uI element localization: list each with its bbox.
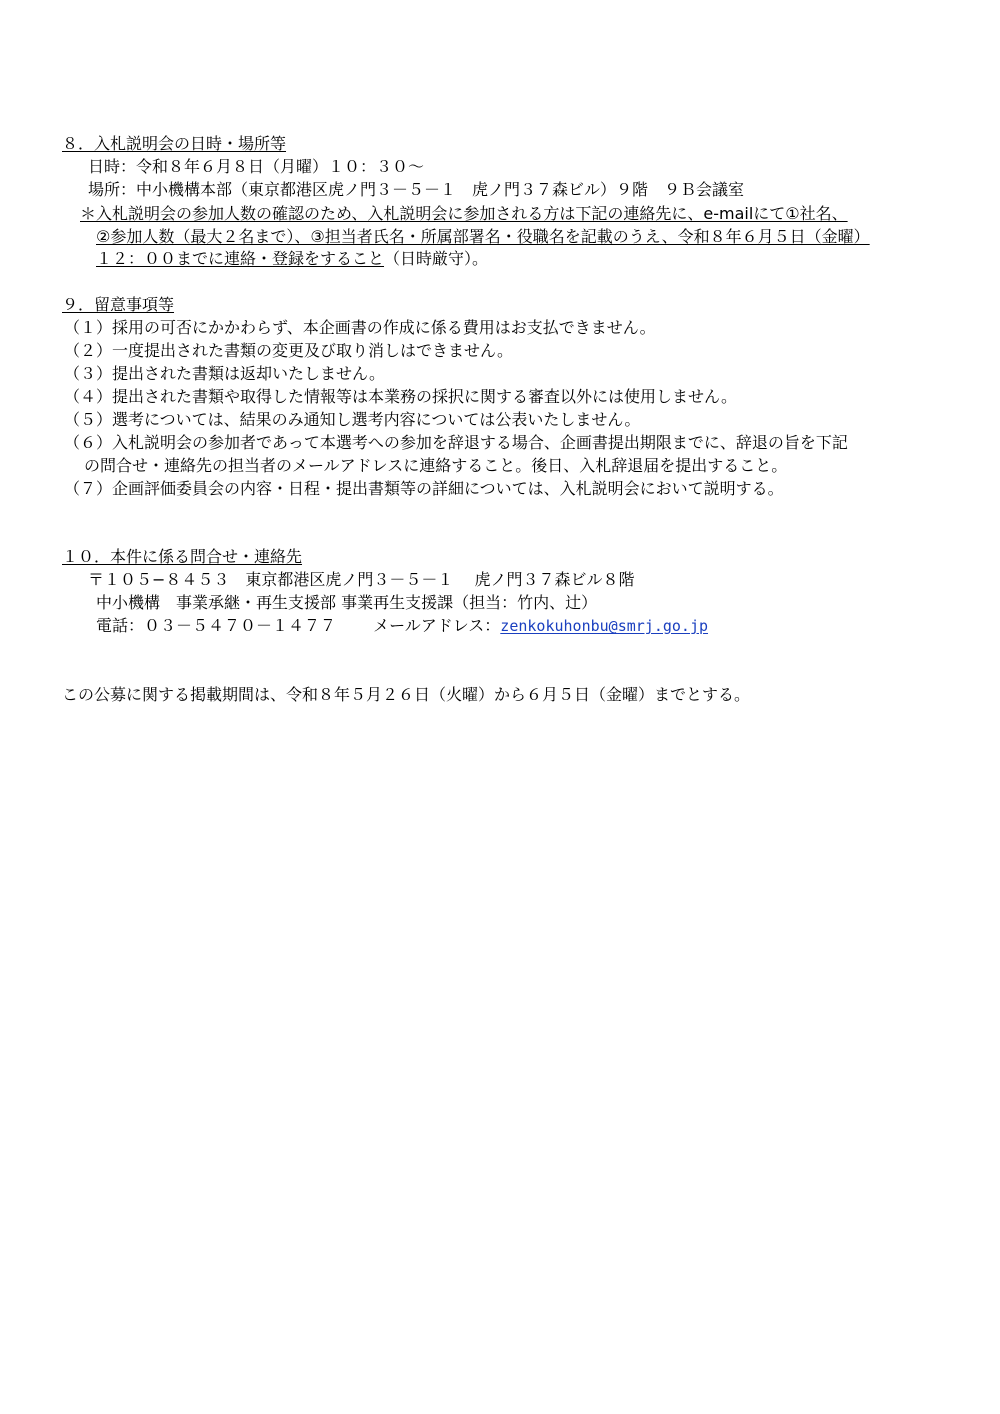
section9-item-4: （４）提出された書類や取得した情報等は本業務の採択に関する審査以外には使用しません。 — [64, 387, 737, 406]
section8-note-strict: （日時厳守）。 — [384, 249, 489, 268]
contact-department: 中小機構 事業承継・再生支援部 事業再生支援課（担当：竹内、辻） — [96, 593, 598, 612]
section8-note-line2: ②参加人数（最大２名まで）、③担当者氏名・所属部署名・役職名を記載のうえ、令和８年６月５日（金曜） — [96, 227, 870, 246]
section10-heading: １０．本件に係る問合せ・連絡先 — [62, 547, 303, 566]
contact-email-link[interactable]: zenkokuhonbu@smrj.go.jp — [500, 617, 709, 635]
contact-address: 〒１０５−８４５３ 東京都港区虎ノ門３－５－１ 虎ノ門３７森ビル８階 — [88, 570, 635, 589]
section9-item-6: （６）入札説明会の参加者であって本選考への参加を辞退する場合、企画書提出期限までに、辞退の旨を下記 — [64, 433, 848, 452]
section8-place: 場所：中小機構本部（東京都港区虎ノ門３－５－１ 虎ノ門３７森ビル）９階 ９Ｂ会議室 — [88, 180, 745, 199]
section8-note-line3 — [96, 248, 488, 270]
section9-heading: ９．留意事項等 — [62, 295, 175, 314]
section8-heading: ８．入札説明会の日時・場所等 — [62, 134, 287, 153]
section9-item-1: （１）採用の可否にかかわらず、本企画書の作成に係る費用はお支払できません。 — [64, 318, 656, 337]
contact-phone: 電話：０３－５４７０－１４７７ メールアドレス： — [96, 616, 501, 635]
section8-datetime: 日時：令和８年６月８日（月曜）１０：３０～ — [88, 157, 425, 176]
section8-note-deadline: １２：００までに連絡・登録をすること — [96, 249, 385, 268]
section9-item-3: （３）提出された書類は返却いたしません。 — [64, 364, 385, 383]
contact-phone-email — [96, 615, 708, 637]
section9-item-2: （２）一度提出された書類の変更及び取り消しはできません。 — [64, 341, 513, 360]
section9-item-5: （５）選考については、結果のみ通知し選考内容については公表いたしません。 — [64, 410, 641, 429]
posting-period: この公募に関する掲載期間は、令和８年５月２６日（火曜）から６月５日（金曜）までとする。 — [62, 685, 751, 704]
section9-item-6-cont: の問合せ・連絡先の担当者のメールアドレスに連絡すること。後日、入札辞退届を提出すること。 — [84, 456, 788, 475]
section9-item-7: （７）企画評価委員会の内容・日程・提出書類等の詳細については、入札説明会において説明する。 — [64, 479, 784, 498]
section8-note-line1: ＊入札説明会の参加人数の確認のため、入札説明会に参加される方は下記の連絡先に、e-mailにて①社名、 — [80, 204, 848, 223]
